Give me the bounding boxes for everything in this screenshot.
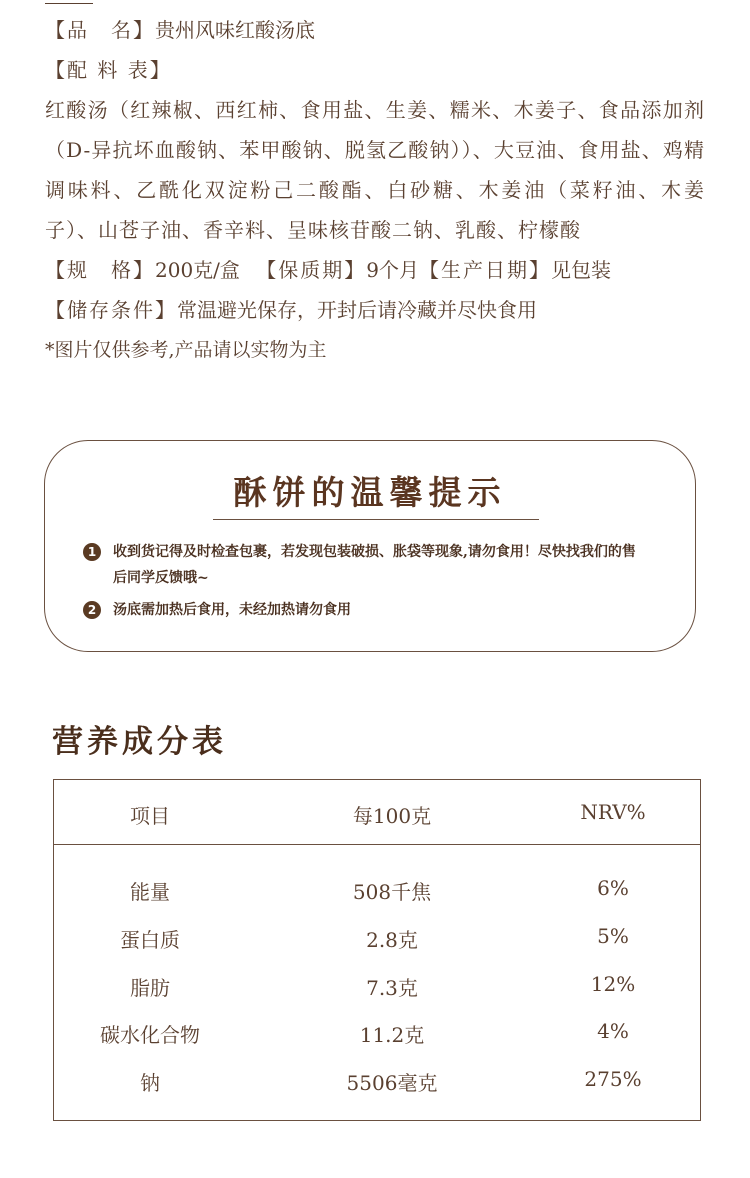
row-energy-nrv: 6% xyxy=(597,876,629,900)
spec-value: 200克/盒 xyxy=(155,258,240,282)
product-name-value: 贵州风味红酸汤底 xyxy=(155,18,315,42)
row-energy-value: 508千焦 xyxy=(352,880,432,904)
ingredients-label: 【配 料 表】 xyxy=(45,58,172,82)
tip-item xyxy=(83,597,643,623)
table-header-divider xyxy=(54,844,700,845)
row-fat-nrv: 12% xyxy=(590,972,636,996)
tips-box xyxy=(44,440,696,652)
row-protein-name: 蛋白质 xyxy=(120,928,180,952)
shelf-life-label: 【保质期】 xyxy=(256,258,367,282)
shelf-life-value: 9个月 xyxy=(366,258,420,282)
header-per-100g: 每100克 xyxy=(352,804,432,828)
storage-row xyxy=(45,290,705,330)
disclaimer-note: *图片仅供参考,产品请以实物为主 xyxy=(45,339,327,361)
spec-row xyxy=(45,250,705,290)
tips-title-underline xyxy=(213,519,539,520)
nutrition-table xyxy=(53,779,701,1121)
nutrition-title: 营养成分表 xyxy=(52,724,227,760)
product-name-row xyxy=(45,10,705,50)
product-name-label: 【品 名】 xyxy=(45,18,155,42)
row-energy-name: 能量 xyxy=(130,880,170,904)
row-protein-value: 2.8克 xyxy=(366,928,418,952)
row-sodium-value: 5506毫克 xyxy=(346,1071,438,1095)
production-date-label: 【生产日期】 xyxy=(419,258,552,282)
row-carbohydrate-name: 碳水化合物 xyxy=(100,1023,200,1047)
row-fat-value: 7.3克 xyxy=(366,976,418,1000)
row-sodium-nrv: 275% xyxy=(584,1067,642,1091)
row-carbohydrate-nrv: 4% xyxy=(597,1019,629,1043)
tip-text: 收到货记得及时检查包裹，若发现包装破损、胀袋等现象,请勿食用！尽快找我们的售后同学反馈哦~ xyxy=(113,544,636,586)
product-info xyxy=(45,10,705,370)
storage-label: 【储存条件】 xyxy=(45,298,177,322)
row-carbohydrate-value: 11.2克 xyxy=(359,1023,425,1047)
spec-label: 【规 格】 xyxy=(45,258,155,282)
row-fat-name: 脂肪 xyxy=(130,976,170,1000)
header-item: 项目 xyxy=(130,804,170,828)
ingredients-text: 红酸汤（红辣椒、西红柿、食用盐、生姜、糯米、木姜子、食品添加剂（D-异抗坏血酸钠、苯甲酸钠、脱氢乙酸钠））、大豆油、食用盐、鸡精调味料、乙酰化双淀粉己二酸酯、白砂糖、木姜油（菜籽油、木姜子）、山苍子油、香辛料、呈味核苷酸二钠、乳酸、柠檬酸 xyxy=(45,98,705,242)
ingredients-label-row xyxy=(45,50,705,90)
tip-text: 汤底需加热后食用，未经加热请勿食用 xyxy=(113,602,351,618)
row-sodium-name: 钠 xyxy=(140,1071,160,1095)
tip-number-badge: 2 xyxy=(83,601,101,619)
tip-item xyxy=(83,539,643,591)
tip-number-badge: 1 xyxy=(83,543,101,561)
storage-value: 常温避光保存，开封后请冷藏并尽快食用 xyxy=(177,298,537,322)
production-date-value: 见包装 xyxy=(551,258,612,282)
row-protein-nrv: 5% xyxy=(597,924,629,948)
top-divider xyxy=(45,3,93,4)
header-nrv: NRV% xyxy=(580,800,646,824)
tips-title: 酥饼的温馨提示 xyxy=(233,473,507,512)
